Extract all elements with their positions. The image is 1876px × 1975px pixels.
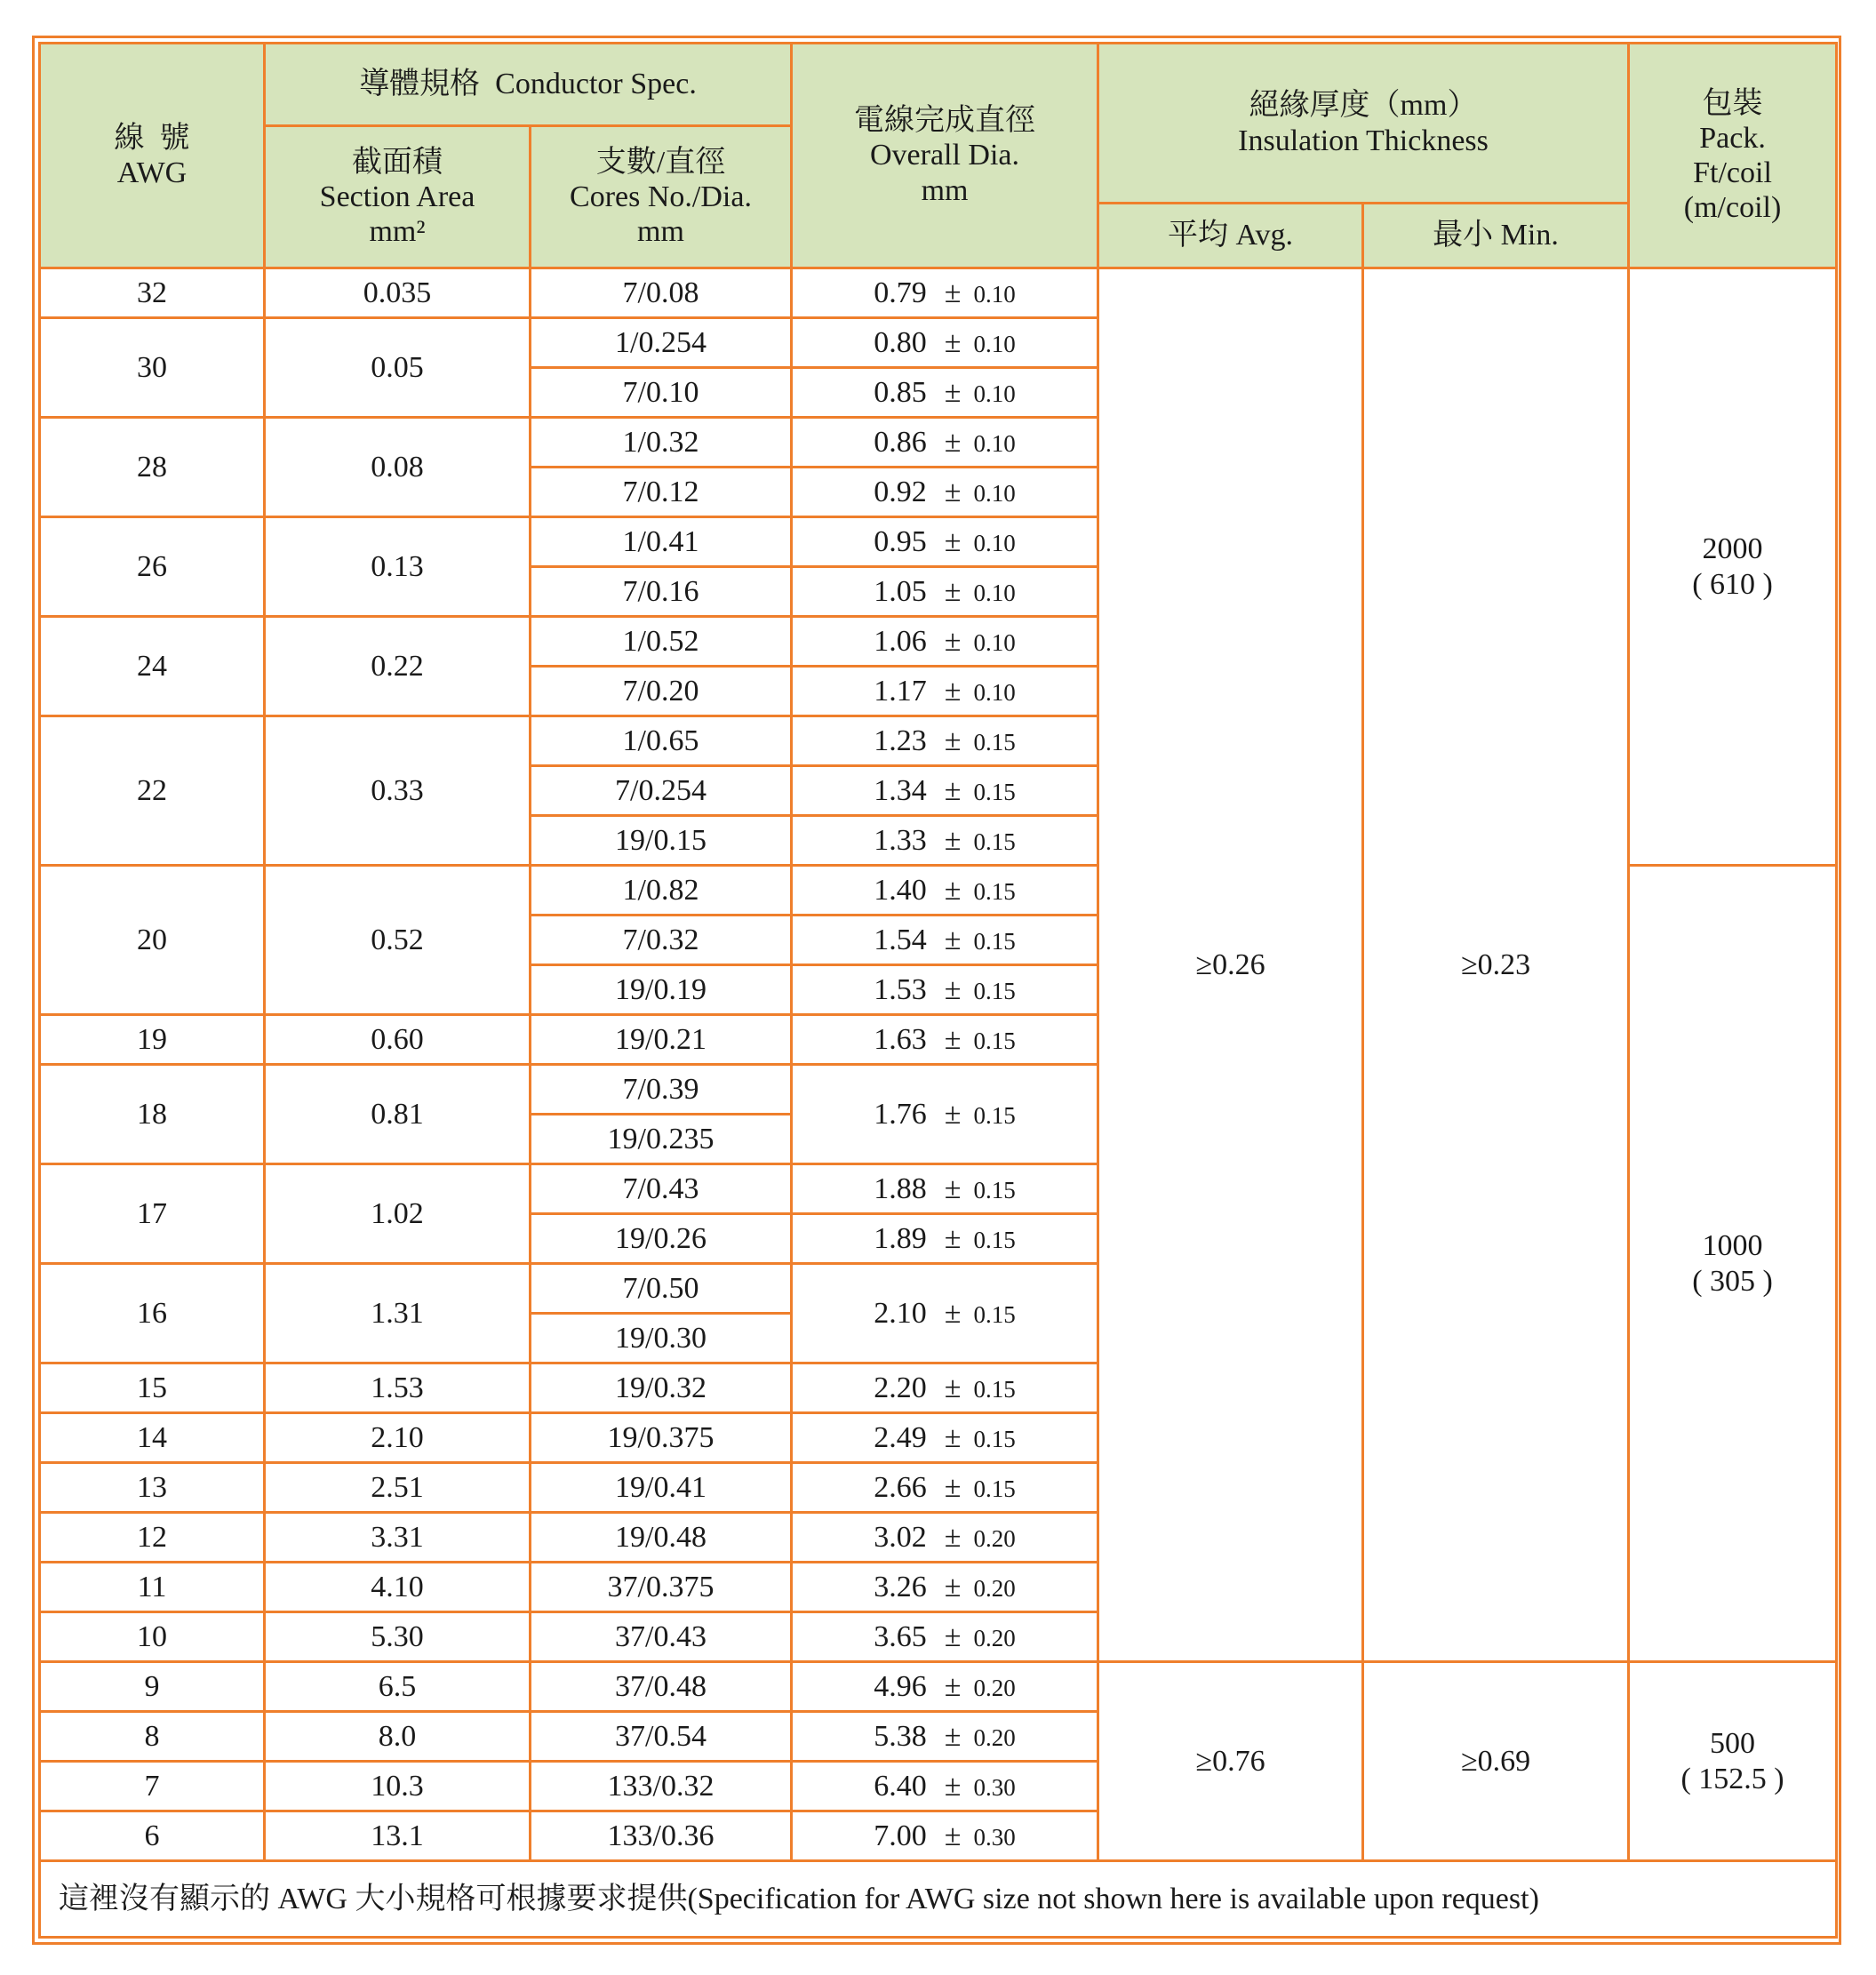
plus-minus-symbol: ± bbox=[944, 1171, 962, 1205]
plus-minus-symbol: ± bbox=[944, 1022, 962, 1056]
overall-dia-cell bbox=[792, 916, 1098, 965]
cores-cell: 133/0.36 bbox=[531, 1811, 792, 1861]
cores-cell: 19/0.48 bbox=[531, 1513, 792, 1563]
section-area-cell: 0.22 bbox=[265, 617, 531, 716]
cores-cell: 7/0.254 bbox=[531, 766, 792, 816]
plus-minus-symbol: ± bbox=[944, 375, 962, 409]
dia-value: 1.53 bbox=[874, 972, 927, 1006]
cores-cell: 1/0.41 bbox=[531, 517, 792, 567]
overall-dia-cell bbox=[792, 866, 1098, 916]
insulation-min-group2: ≥0.69 bbox=[1363, 1662, 1629, 1861]
pack-cell-p3 bbox=[1629, 1662, 1837, 1861]
insulation-header-zh: 絕緣厚度（mm） bbox=[1249, 89, 1478, 123]
section-area-cell: 0.035 bbox=[265, 268, 531, 318]
awg-cell: 10 bbox=[40, 1612, 265, 1662]
plus-minus-symbol: ± bbox=[944, 524, 962, 558]
cores-cell: 7/0.39 bbox=[531, 1065, 792, 1115]
awg-header-en: AWG bbox=[116, 156, 188, 189]
awg-cell: 16 bbox=[40, 1264, 265, 1363]
pack-ft: 2000 bbox=[1702, 532, 1763, 566]
cores-cell: 19/0.375 bbox=[531, 1413, 792, 1463]
cores-header-zh: 支數/直徑 bbox=[595, 145, 726, 179]
overall-dia-cell bbox=[792, 716, 1098, 766]
dia-tolerance: 0.10 bbox=[973, 628, 1016, 656]
plus-minus-symbol: ± bbox=[944, 624, 962, 658]
dia-value: 1.54 bbox=[874, 923, 927, 956]
insulation-min-header: 最小 Min. bbox=[1363, 204, 1629, 268]
overall-dia-cell bbox=[792, 1164, 1098, 1214]
dia-tolerance: 0.10 bbox=[973, 678, 1016, 706]
section-area-cell: 0.81 bbox=[265, 1065, 531, 1164]
dia-tolerance: 0.15 bbox=[973, 977, 1016, 1004]
plus-minus-symbol: ± bbox=[944, 823, 962, 857]
cores-cell: 7/0.43 bbox=[531, 1164, 792, 1214]
dia-value: 1.23 bbox=[874, 724, 927, 757]
dia-value: 1.76 bbox=[874, 1097, 927, 1131]
awg-cell: 28 bbox=[40, 418, 265, 517]
cores-cell: 19/0.235 bbox=[531, 1115, 792, 1164]
dia-tolerance: 0.20 bbox=[973, 1524, 1016, 1552]
cores-cell: 1/0.65 bbox=[531, 716, 792, 766]
cores-cell: 1/0.52 bbox=[531, 617, 792, 667]
table-header bbox=[40, 44, 1837, 268]
plus-minus-symbol: ± bbox=[944, 1420, 962, 1454]
plus-minus-symbol: ± bbox=[944, 1296, 962, 1330]
cores-cell: 7/0.12 bbox=[531, 468, 792, 517]
dia-tolerance: 0.15 bbox=[973, 1226, 1016, 1253]
cores-cell: 7/0.32 bbox=[531, 916, 792, 965]
dia-value: 0.95 bbox=[874, 524, 927, 558]
cores-cell: 7/0.08 bbox=[531, 268, 792, 318]
pack-cell-p2 bbox=[1629, 866, 1837, 1662]
awg-cell: 18 bbox=[40, 1065, 265, 1164]
dia-value: 1.63 bbox=[874, 1022, 927, 1056]
section-area-cell: 1.31 bbox=[265, 1264, 531, 1363]
cores-cell: 7/0.20 bbox=[531, 667, 792, 716]
plus-minus-symbol: ± bbox=[944, 773, 962, 807]
dia-tolerance: 0.10 bbox=[973, 579, 1016, 606]
dia-tolerance: 0.15 bbox=[973, 778, 1016, 805]
plus-minus-symbol: ± bbox=[944, 1221, 962, 1255]
cores-cell: 1/0.32 bbox=[531, 418, 792, 468]
dia-tolerance: 0.15 bbox=[973, 1176, 1016, 1203]
cores-cell: 1/0.82 bbox=[531, 866, 792, 916]
overall-dia-cell bbox=[792, 268, 1098, 318]
dia-value: 1.40 bbox=[874, 873, 927, 907]
section-area-cell: 1.53 bbox=[265, 1363, 531, 1413]
plus-minus-symbol: ± bbox=[944, 1619, 962, 1653]
dia-tolerance: 0.10 bbox=[973, 429, 1016, 457]
overall-dia-cell bbox=[792, 1762, 1098, 1811]
insulation-avg-group1: ≥0.26 bbox=[1098, 268, 1363, 1662]
awg-cell: 17 bbox=[40, 1164, 265, 1264]
pack-m: ( 152.5 ) bbox=[1680, 1762, 1784, 1795]
dia-value: 2.20 bbox=[874, 1371, 927, 1404]
plus-minus-symbol: ± bbox=[944, 276, 962, 309]
overall-dia-header bbox=[792, 44, 1098, 268]
dia-tolerance: 0.15 bbox=[973, 1300, 1016, 1328]
overall-dia-cell bbox=[792, 1065, 1098, 1164]
awg-cell: 15 bbox=[40, 1363, 265, 1413]
dia-value: 0.85 bbox=[874, 375, 927, 409]
dia-tolerance: 0.20 bbox=[973, 1574, 1016, 1602]
table-row bbox=[40, 1662, 1837, 1712]
cores-cell: 19/0.32 bbox=[531, 1363, 792, 1413]
overall-dia-cell bbox=[792, 766, 1098, 816]
plus-minus-symbol: ± bbox=[944, 574, 962, 608]
awg-cell: 13 bbox=[40, 1463, 265, 1513]
dia-tolerance: 0.10 bbox=[973, 479, 1016, 507]
dia-value: 7.00 bbox=[874, 1819, 927, 1852]
insulation-avg-group2: ≥0.76 bbox=[1098, 1662, 1363, 1861]
overall-dia-cell bbox=[792, 617, 1098, 667]
overall-dia-cell bbox=[792, 1662, 1098, 1712]
dia-value: 0.86 bbox=[874, 425, 927, 459]
footnote: 這裡沒有顯示的 AWG 大小規格可根據要求提供(Specification for AWG size not shown here is available upon request) bbox=[40, 1861, 1837, 1938]
dia-tolerance: 0.30 bbox=[973, 1823, 1016, 1851]
section-area-cell: 0.05 bbox=[265, 318, 531, 418]
dia-tolerance: 0.15 bbox=[973, 728, 1016, 756]
overall-dia-cell bbox=[792, 1363, 1098, 1413]
insulation-header-en: Insulation Thickness bbox=[1238, 124, 1489, 157]
dia-value: 1.89 bbox=[874, 1221, 927, 1255]
cores-cell: 37/0.375 bbox=[531, 1563, 792, 1612]
dia-value: 0.92 bbox=[874, 475, 927, 508]
awg-cell: 11 bbox=[40, 1563, 265, 1612]
awg-cell: 26 bbox=[40, 517, 265, 617]
plus-minus-symbol: ± bbox=[944, 1669, 962, 1703]
plus-minus-symbol: ± bbox=[944, 1097, 962, 1131]
pack-header bbox=[1629, 44, 1837, 268]
overall-dia-cell bbox=[792, 567, 1098, 617]
plus-minus-symbol: ± bbox=[944, 475, 962, 508]
awg-cell: 22 bbox=[40, 716, 265, 866]
cores-cell: 19/0.30 bbox=[531, 1314, 792, 1363]
section-area-cell: 0.33 bbox=[265, 716, 531, 866]
plus-minus-symbol: ± bbox=[944, 923, 962, 956]
dia-tolerance: 0.15 bbox=[973, 1375, 1016, 1403]
dia-value: 1.06 bbox=[874, 624, 927, 658]
pack-ft: 1000 bbox=[1702, 1229, 1763, 1263]
insulation-min-group1: ≥0.23 bbox=[1363, 268, 1629, 1662]
dia-tolerance: 0.10 bbox=[973, 330, 1016, 357]
section-area-cell: 6.5 bbox=[265, 1662, 531, 1712]
plus-minus-symbol: ± bbox=[944, 1719, 962, 1753]
plus-minus-symbol: ± bbox=[944, 1371, 962, 1404]
section-area-cell: 10.3 bbox=[265, 1762, 531, 1811]
table-row bbox=[40, 268, 1837, 318]
dia-tolerance: 0.15 bbox=[973, 1425, 1016, 1452]
cores-cell: 37/0.54 bbox=[531, 1712, 792, 1762]
overall-dia-cell bbox=[792, 1264, 1098, 1363]
cores-cell: 7/0.16 bbox=[531, 567, 792, 617]
dia-value: 2.10 bbox=[874, 1296, 927, 1330]
overall-dia-cell bbox=[792, 667, 1098, 716]
plus-minus-symbol: ± bbox=[944, 1520, 962, 1554]
section-header-zh: 截面積 bbox=[352, 145, 443, 179]
overall-dia-cell bbox=[792, 468, 1098, 517]
cores-cell: 19/0.21 bbox=[531, 1015, 792, 1065]
section-area-cell: 2.10 bbox=[265, 1413, 531, 1463]
dia-value: 1.33 bbox=[874, 823, 927, 857]
plus-minus-symbol: ± bbox=[944, 1769, 962, 1803]
section-area-cell: 0.60 bbox=[265, 1015, 531, 1065]
cores-cell: 19/0.19 bbox=[531, 965, 792, 1015]
plus-minus-symbol: ± bbox=[944, 724, 962, 757]
dia-value: 0.80 bbox=[874, 325, 927, 359]
awg-cell: 7 bbox=[40, 1762, 265, 1811]
overall-dia-cell bbox=[792, 965, 1098, 1015]
dia-value: 1.88 bbox=[874, 1171, 927, 1205]
dia-value: 1.17 bbox=[874, 674, 927, 708]
dia-value: 6.40 bbox=[874, 1769, 927, 1803]
cores-cell: 1/0.254 bbox=[531, 318, 792, 368]
section-area-cell: 3.31 bbox=[265, 1513, 531, 1563]
awg-header bbox=[40, 44, 265, 268]
section-area-cell: 13.1 bbox=[265, 1811, 531, 1861]
overall-dia-cell bbox=[792, 1712, 1098, 1762]
cores-cell: 133/0.32 bbox=[531, 1762, 792, 1811]
awg-cell: 8 bbox=[40, 1712, 265, 1762]
overall-dia-cell bbox=[792, 1612, 1098, 1662]
section-area-cell: 2.51 bbox=[265, 1463, 531, 1513]
dia-value: 5.38 bbox=[874, 1719, 927, 1753]
overall-dia-cell bbox=[792, 1513, 1098, 1563]
overall-dia-cell bbox=[792, 1463, 1098, 1513]
pack-m: ( 305 ) bbox=[1692, 1264, 1773, 1298]
dia-tolerance: 0.15 bbox=[973, 828, 1016, 855]
overall-dia-cell bbox=[792, 1413, 1098, 1463]
section-area-cell: 8.0 bbox=[265, 1712, 531, 1762]
dia-value: 3.65 bbox=[874, 1619, 927, 1653]
cores-cell: 7/0.10 bbox=[531, 368, 792, 418]
overall-header-unit: mm bbox=[921, 173, 969, 207]
dia-value: 3.26 bbox=[874, 1570, 927, 1603]
pack-ft: 500 bbox=[1710, 1727, 1756, 1761]
awg-cell: 9 bbox=[40, 1662, 265, 1712]
dia-tolerance: 0.20 bbox=[973, 1723, 1016, 1751]
awg-cell: 32 bbox=[40, 268, 265, 318]
pack-header-zh: 包裝 bbox=[1702, 86, 1763, 120]
overall-dia-cell bbox=[792, 816, 1098, 866]
overall-dia-cell bbox=[792, 318, 1098, 368]
cores-cell: 37/0.48 bbox=[531, 1662, 792, 1712]
cores-cell: 19/0.15 bbox=[531, 816, 792, 866]
overall-dia-cell bbox=[792, 1015, 1098, 1065]
pack-m: ( 610 ) bbox=[1692, 567, 1773, 601]
overall-dia-cell bbox=[792, 1563, 1098, 1612]
dia-tolerance: 0.15 bbox=[973, 1027, 1016, 1054]
dia-value: 1.05 bbox=[874, 574, 927, 608]
dia-tolerance: 0.10 bbox=[973, 529, 1016, 556]
plus-minus-symbol: ± bbox=[944, 873, 962, 907]
overall-dia-cell bbox=[792, 1214, 1098, 1264]
overall-header-en: Overall Dia. bbox=[869, 139, 1020, 172]
dia-tolerance: 0.15 bbox=[973, 1101, 1016, 1129]
dia-value: 3.02 bbox=[874, 1520, 927, 1554]
overall-dia-cell bbox=[792, 418, 1098, 468]
table-body bbox=[40, 268, 1837, 1861]
section-area-cell: 4.10 bbox=[265, 1563, 531, 1612]
awg-cell: 19 bbox=[40, 1015, 265, 1065]
cores-header bbox=[531, 126, 792, 268]
conductor-spec-header: 導體規格 Conductor Spec. bbox=[265, 44, 792, 126]
section-area-cell: 0.13 bbox=[265, 517, 531, 617]
awg-header-zh: 線 號 bbox=[114, 121, 190, 155]
dia-tolerance: 0.10 bbox=[973, 380, 1016, 407]
plus-minus-symbol: ± bbox=[944, 972, 962, 1006]
overall-header-zh: 電線完成直徑 bbox=[854, 104, 1036, 138]
cores-cell: 19/0.26 bbox=[531, 1214, 792, 1264]
dia-tolerance: 0.15 bbox=[973, 927, 1016, 955]
pack-header-unit-m: (m/coil) bbox=[1683, 191, 1782, 225]
awg-cell: 20 bbox=[40, 866, 265, 1015]
dia-tolerance: 0.20 bbox=[973, 1624, 1016, 1651]
plus-minus-symbol: ± bbox=[944, 1819, 962, 1852]
cores-cell: 37/0.43 bbox=[531, 1612, 792, 1662]
awg-cell: 24 bbox=[40, 617, 265, 716]
section-header-en: Section Area bbox=[319, 180, 475, 213]
awg-cell: 12 bbox=[40, 1513, 265, 1563]
section-area-header bbox=[265, 126, 531, 268]
dia-value: 0.79 bbox=[874, 276, 927, 309]
dia-value: 2.66 bbox=[874, 1470, 927, 1504]
cores-header-unit: mm bbox=[637, 215, 684, 249]
dia-tolerance: 0.10 bbox=[973, 280, 1016, 308]
dia-tolerance: 0.15 bbox=[973, 1475, 1016, 1502]
section-header-unit: mm² bbox=[369, 215, 426, 249]
pack-header-unit-ft: Ft/coil bbox=[1693, 156, 1772, 189]
section-area-cell: 0.52 bbox=[265, 866, 531, 1015]
section-area-cell: 0.08 bbox=[265, 418, 531, 517]
overall-dia-cell bbox=[792, 1811, 1098, 1861]
awg-cell: 30 bbox=[40, 318, 265, 418]
cores-header-en: Cores No./Dia. bbox=[570, 180, 752, 213]
plus-minus-symbol: ± bbox=[944, 425, 962, 459]
dia-tolerance: 0.30 bbox=[973, 1773, 1016, 1801]
plus-minus-symbol: ± bbox=[944, 674, 962, 708]
dia-tolerance: 0.20 bbox=[973, 1674, 1016, 1701]
awg-cell: 6 bbox=[40, 1811, 265, 1861]
pack-header-en: Pack. bbox=[1699, 121, 1766, 155]
section-area-cell: 5.30 bbox=[265, 1612, 531, 1662]
section-area-cell: 1.02 bbox=[265, 1164, 531, 1264]
plus-minus-symbol: ± bbox=[944, 1470, 962, 1504]
overall-dia-cell bbox=[792, 517, 1098, 567]
awg-spec-table bbox=[38, 42, 1838, 1939]
plus-minus-symbol: ± bbox=[944, 325, 962, 359]
pack-cell-p1 bbox=[1629, 268, 1837, 866]
dia-value: 2.49 bbox=[874, 1420, 927, 1454]
dia-value: 4.96 bbox=[874, 1669, 927, 1703]
dia-tolerance: 0.15 bbox=[973, 877, 1016, 905]
insulation-header bbox=[1098, 44, 1629, 204]
dia-value: 1.34 bbox=[874, 773, 927, 807]
insulation-avg-header: 平均 Avg. bbox=[1098, 204, 1363, 268]
cores-cell: 19/0.41 bbox=[531, 1463, 792, 1513]
overall-dia-cell bbox=[792, 368, 1098, 418]
cores-cell: 7/0.50 bbox=[531, 1264, 792, 1314]
plus-minus-symbol: ± bbox=[944, 1570, 962, 1603]
awg-cell: 14 bbox=[40, 1413, 265, 1463]
